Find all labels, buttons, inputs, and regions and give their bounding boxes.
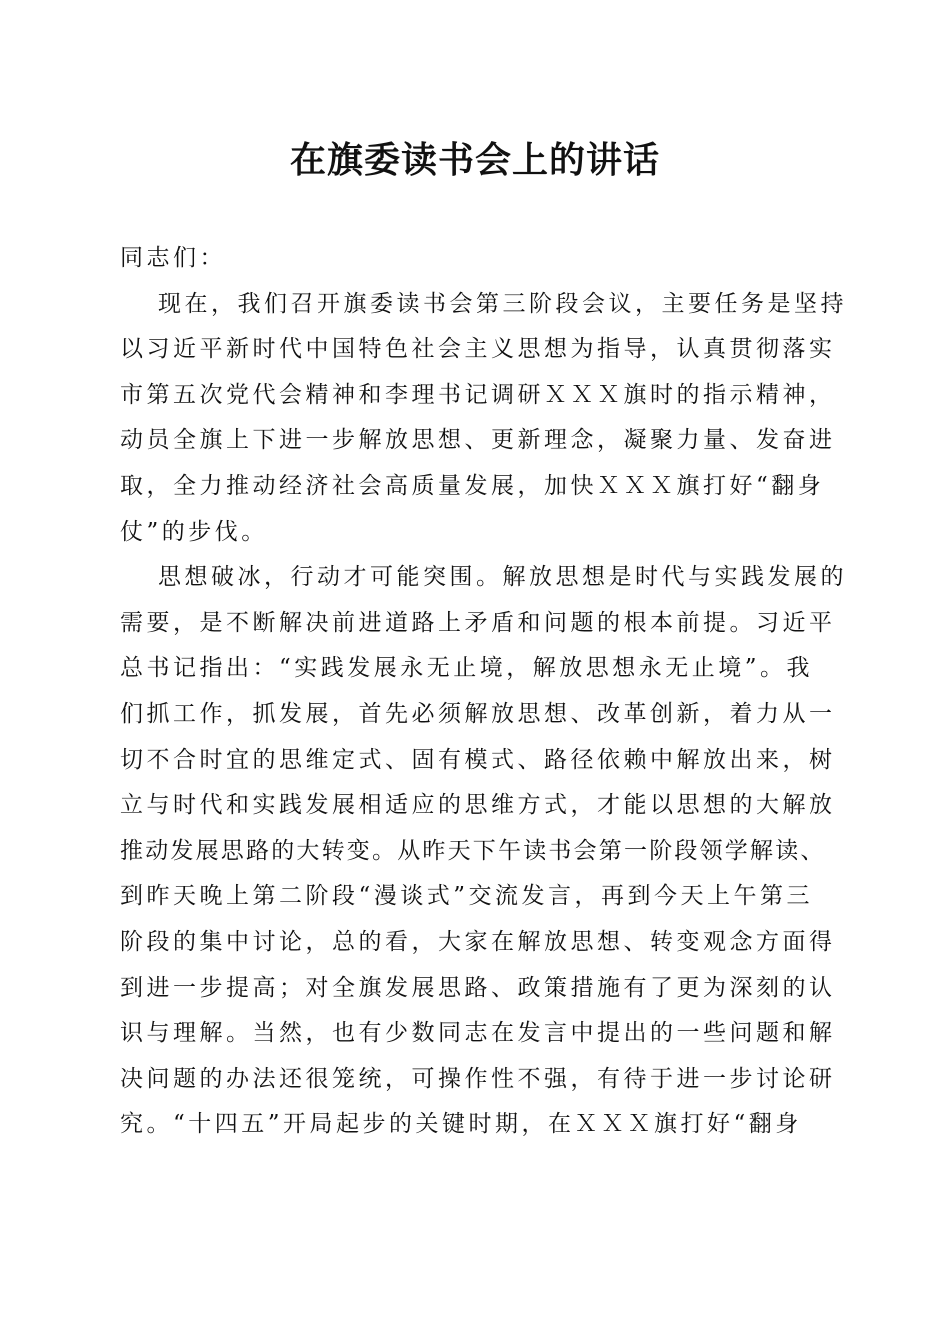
document-body bbox=[120, 236, 847, 1148]
salutation: 同志们： bbox=[120, 245, 226, 271]
paragraph-line: 到进一步提高；对全旗发展思路、政策措施有了更为深刻的认 bbox=[120, 974, 836, 1001]
paragraph-line: 阶段的集中讨论，总的看，大家在解放思想、转变观念方面得 bbox=[120, 928, 836, 955]
paragraph-line: 仗”的步伐。 bbox=[120, 518, 268, 545]
paragraph-line: 决问题的办法还很笼统，可操作性不强，有待于进一步讨论研 bbox=[120, 1065, 836, 1092]
paragraph-line: 以习近平新时代中国特色社会主义思想为指导，认真贯彻落实 bbox=[120, 336, 836, 363]
paragraph-line: 思想破冰，行动才可能突围。解放思想是时代与实践发展的 bbox=[158, 564, 847, 591]
paragraph-line: 到昨天晚上第二阶段“漫谈式”交流发言，再到今天上午第三 bbox=[120, 883, 814, 910]
paragraph-line: 推动发展思路的大转变。从昨天下午读书会第一阶段领学解读、 bbox=[120, 837, 826, 864]
paragraph-line: 现在，我们召开旗委读书会第三阶段会议，主要任务是坚持 bbox=[158, 290, 847, 317]
paragraph-line: 立与时代和实践发展相适应的思维方式，才能以思想的大解放 bbox=[120, 792, 836, 819]
paragraph-line: 需要，是不断解决前进道路上矛盾和问题的根本前提。习近平 bbox=[120, 609, 836, 636]
paragraph-line: 切不合时宜的思维定式、固有模式、路径依赖中解放出来，树 bbox=[120, 746, 836, 773]
paragraph-line: 究。“十四五”开局起步的关键时期，在ＸＸＸ旗打好“翻身 bbox=[120, 1111, 802, 1138]
paragraph-line: 市第五次党代会精神和李理书记调研ＸＸＸ旗时的指示精神， bbox=[120, 381, 836, 408]
paragraph-line: 动员全旗上下进一步解放思想、更新理念，凝聚力量、发奋进 bbox=[120, 427, 836, 454]
paragraph-line: 们抓工作，抓发展，首先必须解放思想、改革创新，着力从一 bbox=[120, 700, 836, 727]
document-title: 在旗委读书会上的讲话 bbox=[289, 139, 660, 181]
paragraph-line: 取，全力推动经济社会高质量发展，加快ＸＸＸ旗打好“翻身 bbox=[120, 472, 825, 499]
paragraph-line: 总书记指出：“实践发展永无止境，解放思想永无止境”。我 bbox=[120, 655, 814, 682]
paragraph-line: 识与理解。当然，也有少数同志在发言中提出的一些问题和解 bbox=[120, 1020, 836, 1047]
